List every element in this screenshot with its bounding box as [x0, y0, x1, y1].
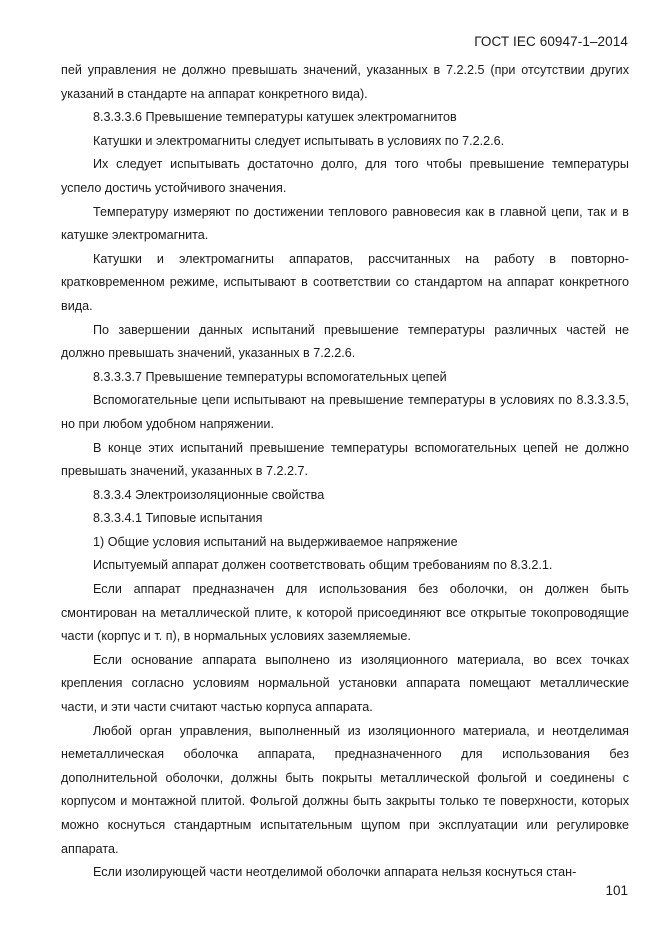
paragraph: По завершении данных испытаний превышение температуры различных частей не должно превышать значений, указанных в 7.2.2.6.: [61, 322, 629, 361]
paragraph: Их следует испытывать достаточно долго, для того чтобы превышение температуры успело достичь устойчивого значения.: [61, 157, 629, 195]
paragraph: Если основание аппарата выполнено из изоляционного материала, во всех точках крепления согласно условиям нормальной установки аппарата помещают металлические части, и эти части считают частью корпуса аппарата.: [61, 652, 629, 715]
section-heading: 8.3.3.3.7 Превышение температуры вспомогательных цепей: [93, 369, 447, 384]
body-text: [61, 59, 629, 885]
paragraph: В конце этих испытаний превышение температуры вспомогательных цепей не должно превышать значений, указанных в 7.2.2.7.: [61, 440, 629, 479]
section-heading: 8.3.3.4 Электроизоляционные свойства: [93, 487, 325, 502]
paragraph: Любой орган управления, выполненный из изоляционного материала, и неотделимая неметаллическая оболочка аппарата, предназначенного для использования без дополнительной оболочки, должны быть покрыты металлической фольгой и соединены с корпусом и монтажной плитой. Фольгой должны быть закрыты только те поверхности, которых можно коснуться стандартным испытательным щупом при эксплуатации или регулировке аппарата.: [61, 723, 629, 856]
standard-header: ГОСТ IEC 60947-1–2014: [474, 34, 628, 49]
section-heading: 8.3.3.3.6 Превышение температуры катушек электромагнитов: [93, 110, 457, 125]
paragraph: Катушки и электромагниты аппаратов, рассчитанных на работу в повторно-кратковременном режиме, испытывают в соответствии со стандартом на аппарат конкретного вида.: [61, 251, 629, 313]
section-heading: 8.3.3.4.1 Типовые испытания: [93, 511, 263, 526]
paragraph: Температуру измеряют по достижении теплового равновесия как в главной цепи, так и в катушке электромагнита.: [61, 204, 629, 243]
paragraph: Испытуемый аппарат должен соответствовать общим требованиям по 8.3.2.1.: [93, 558, 553, 573]
paragraph: Вспомогательные цепи испытывают на превышение температуры в условиях по 8.3.3.3.5, но при любом удобном напряжении.: [61, 393, 629, 431]
paragraph: Если изолирующей части неотделимой оболочки аппарата нельзя коснуться стан-: [93, 865, 577, 880]
page-number: 101: [605, 883, 628, 898]
paragraph: пей управления не должно превышать значений, указанных в 7.2.2.5 (при отсутствии других указаний в стандарте на аппарат конкретного вида).: [61, 63, 629, 101]
list-heading: 1) Общие условия испытаний на выдерживаемое напряжение: [93, 534, 458, 549]
paragraph: Катушки и электромагниты следует испытывать в условиях по 7.2.2.6.: [93, 133, 505, 148]
paragraph: Если аппарат предназначен для использования без оболочки, он должен быть смонтирован на металлической плите, к которой присоединяют все открытые токопроводящие части (корпус и т. п), в нормальных условиях заземляемые.: [61, 582, 629, 644]
